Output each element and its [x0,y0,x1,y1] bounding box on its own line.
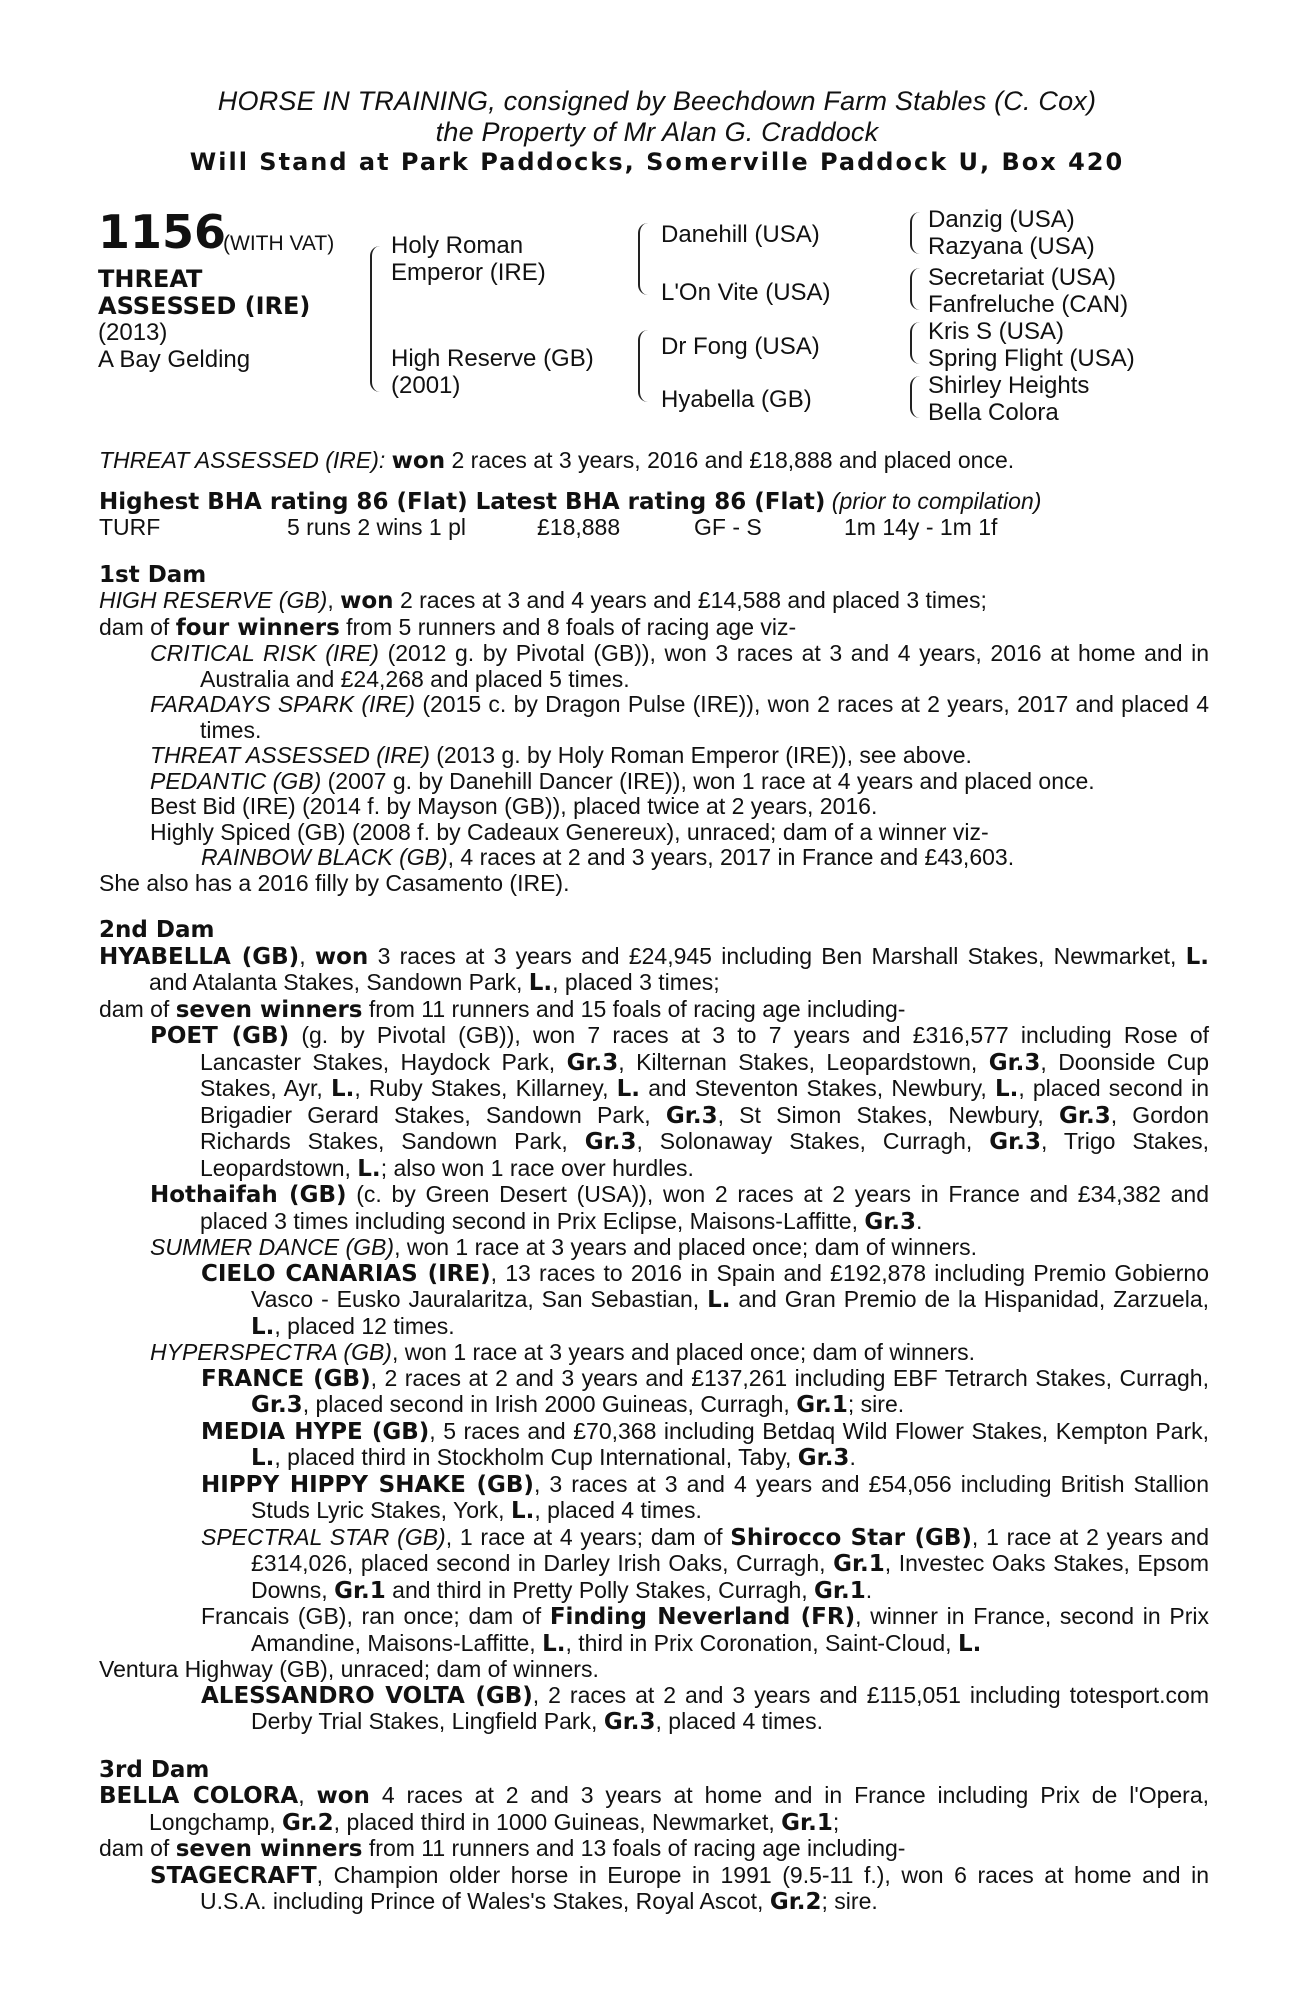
third-dam-record: BELLA COLORA, won 4 races at 2 and 3 years at home and in France including Prix de l'Opera, Longchamp, Gr.2, placed third in 1000 Guineas, Newmarket, Gr.1; [99,1782,1210,1836]
produce-item: FARADAYS SPARK (IRE) (2015 c. by Dragon Pulse (IRE)), won 2 races at 2 years, 2017 and placed 4 times. [150,691,1210,743]
pedigree-brace-dd [910,376,920,418]
dam-dam: Hyabella (GB) [661,386,812,413]
produce-item-hyperspectra: HYPERSPECTRA (GB), won 1 race at 3 years and placed once; dam of winners. [150,1339,975,1365]
produce-item-cielo: CIELO CANARIAS (IRE), 13 races to 2016 in Spain and £192,878 including Premio Gobierno Vasco - Eusko Jauralaritza, San Sebastian, L. and Gran Premio de la Hispanidad, Zarzuela, L., placed 12 times. [201,1259,1210,1340]
pedigree-brace-ds [910,322,920,364]
produce-item-alessandro: ALESSANDRO VOLTA (GB), 2 races at 2 and 3 years and £115,051 including totesport.com Derby Trial Stakes, Lingfield Park, Gr.3, placed 4 times. [201,1681,1209,1735]
produce-item-france: FRANCE (GB), 2 races at 2 and 3 years and £137,261 including EBF Tetrarch Stakes, Curragh, Gr.3, placed second in Irish 2000 Guineas, Curragh, Gr.1; sire. [201,1364,1209,1418]
lot-number: 1156 [98,205,227,259]
catalogue-body [99,448,1209,1916]
consignor-line: HORSE IN TRAINING, consigned by Beechdown Farm Stables (C. Cox) [217,86,1097,116]
third-dam-produce: dam of seven winners from 11 runners and 13 foals of racing age including- [99,1835,906,1862]
dsd: Spring Flight (USA) [928,345,1135,372]
rating-line: Highest BHA rating 86 (Flat) Latest BHA rating 86 (Flat) (prior to compilation) [99,487,1042,515]
produce-item-francais: Francais (GB), ran once; dam of Finding Neverland (FR), winner in France, second in Prix Amandine, Maisons-Laffitte, L., third in Prix Coronation, Saint-Cloud, L. [201,1603,1210,1657]
stand-line: Will Stand at Park Paddocks, Somerville Paddock U, Box 420 [189,148,1125,176]
produce-item: THREAT ASSESSED (IRE) (2013 g. by Holy Roman Emperor (IRE)), see above. [150,742,972,768]
dss: Kris S (USA) [928,318,1065,345]
turf-record: TURF 5 runs 2 wins 1 pl £18,888 GF - S 1m 14y - 1m 1f [99,514,998,540]
sdd: Fanfreluche (CAN) [928,291,1129,318]
sire-sire: Danehill (USA) [661,221,820,248]
produce-item-poet: POET (GB) (g. by Pivotal (GB)), won 7 races at 3 to 7 years and £316,577 including Rose of Lancaster Stakes, Haydock Park, Gr.3, Kilternan Stakes, Leopardstown, Gr.3, Doonside Cup Stakes, Ayr, L., Ruby Stakes, Killarney, L. and Steventon Stakes, Newbury, L., placed second in Brigadier Gerard Stakes, Sandown Park, Gr.3, St Simon Stakes, Newbury, Gr.3, Gordon Richards Stakes, Sandown Park, Gr.3, Solonaway Stakes, Curragh, Gr.3, Trigo Stakes, Leopardstown, L.; also won 1 race over hurdles. [150,1022,1210,1182]
pedigree-brace-sire [638,223,650,295]
produce-item-stagecraft: STAGECRAFT, Champion older horse in Europe in 1991 (9.5-11 f.), won 6 races at home and in U.S.A. including Prince of Wales's Stakes, Royal Ascot, Gr.2; sire. [150,1861,1209,1915]
sire-dam: L'On Vite (USA) [661,279,831,306]
sds: Secretariat (USA) [928,264,1117,291]
produce-item-ventura: Ventura Highway (GB), unraced; dam of winners. [99,1656,599,1682]
sire-name-line2: Emperor (IRE) [391,259,546,286]
produce-item-spectral: SPECTRAL STAR (GB), 1 race at 4 years; dam of Shirocco Star (GB), 1 race at 2 years and £314,026, placed second in Darley Irish Oaks, Curragh, Gr.1, Investec Oaks Stakes, Epsom Downs, Gr.1 and third in Pretty Polly Stakes, Curragh, Gr.1. [201,1523,1210,1604]
pedigree-brace-main [370,246,382,392]
horse-description: A Bay Gelding [98,346,251,373]
dds: Shirley Heights [928,372,1090,399]
produce-item-hothaifah: Hothaifah (GB) (c. by Green Desert (USA)), won 2 races at 2 years in France and £34,382 and placed 3 times including second in Prix Eclipse, Maisons-Laffitte, Gr.3. [150,1181,1210,1235]
pedigree-brace-sd [910,268,920,310]
property-line: the Property of Mr Alan G. Craddock [435,117,879,147]
pedigree-brace-ss [910,212,920,254]
second-dam-record: HYABELLA (GB), won 3 races at 3 years and £24,945 including Ben Marshall Stakes, Newmarket, L. and Atalanta Stakes, Sandown Park, L., placed 3 times; [99,942,1210,996]
dam-name: High Reserve (GB) [391,345,594,372]
produce-item-media-hype: MEDIA HYPE (GB), 5 races and £70,368 including Betdaq Wild Flower Stakes, Kempton Park, L., placed third in Stockholm Cup International, Taby, Gr.3. [201,1417,1210,1471]
ssd: Razyana (USA) [928,233,1095,260]
produce-item-hippy: HIPPY HIPPY SHAKE (GB), 3 races at 3 and 4 years and £54,056 including British Stallion Studs Lyric Stakes, York, L., placed 4 times. [201,1470,1209,1524]
foaling-year: (2013) [98,319,168,346]
produce-item-summer-dance: SUMMER DANCE (GB), won 1 race at 3 years and placed once; dam of winners. [150,1234,978,1260]
ddd: Bella Colora [928,399,1059,426]
dam-year: (2001) [391,372,461,399]
pedigree-brace-dam [638,330,650,402]
second-dam-heading: 2nd Dam [99,917,215,943]
first-dam-note: She also has a 2016 filly by Casamento (IRE). [99,869,570,896]
produce-item: Best Bid (IRE) (2014 f. by Mayson (GB)), placed twice at 2 years, 2016. [150,793,878,819]
produce-item: CRITICAL RISK (IRE) (2012 g. by Pivotal (GB)), won 3 races at 3 and 4 years, 2016 at home and in Australia and £24,268 and placed 5 times. [150,640,1210,692]
race-summary: THREAT ASSESSED (IRE): won 2 races at 3 years, 2016 and £18,888 and placed once. [99,447,1015,474]
dam-sire: Dr Fong (USA) [661,333,820,360]
sss: Danzig (USA) [928,206,1075,233]
produce-item: PEDANTIC (GB) (2007 g. by Danehill Dancer (IRE)), won 1 race at 4 years and placed once. [150,767,1095,794]
sire-name: Holy Roman [391,232,524,259]
second-dam-produce: dam of seven winners from 11 runners and 15 foals of racing age including- [99,995,906,1023]
third-dam-heading: 3rd Dam [99,1756,210,1783]
first-dam-heading: 1st Dam [99,561,207,588]
produce-item: RAINBOW BLACK (GB), 4 races at 2 and 3 years, 2017 in France and £43,603. [201,844,1015,870]
produce-item: Highly Spiced (GB) (2008 f. by Cadeaux Genereux), unraced; dam of a winner viz- [150,818,989,845]
horse-name-line2: ASSESSED (IRE) [98,292,311,320]
first-dam-record: HIGH RESERVE (GB), won 2 races at 3 and 4 years and £14,588 and placed 3 times; [99,587,987,614]
horse-name-line1: THREAT [98,265,203,293]
vat-note: (WITH VAT) [223,232,335,255]
first-dam-produce: dam of four winners from 5 runners and 8 foals of racing age viz- [99,613,797,641]
